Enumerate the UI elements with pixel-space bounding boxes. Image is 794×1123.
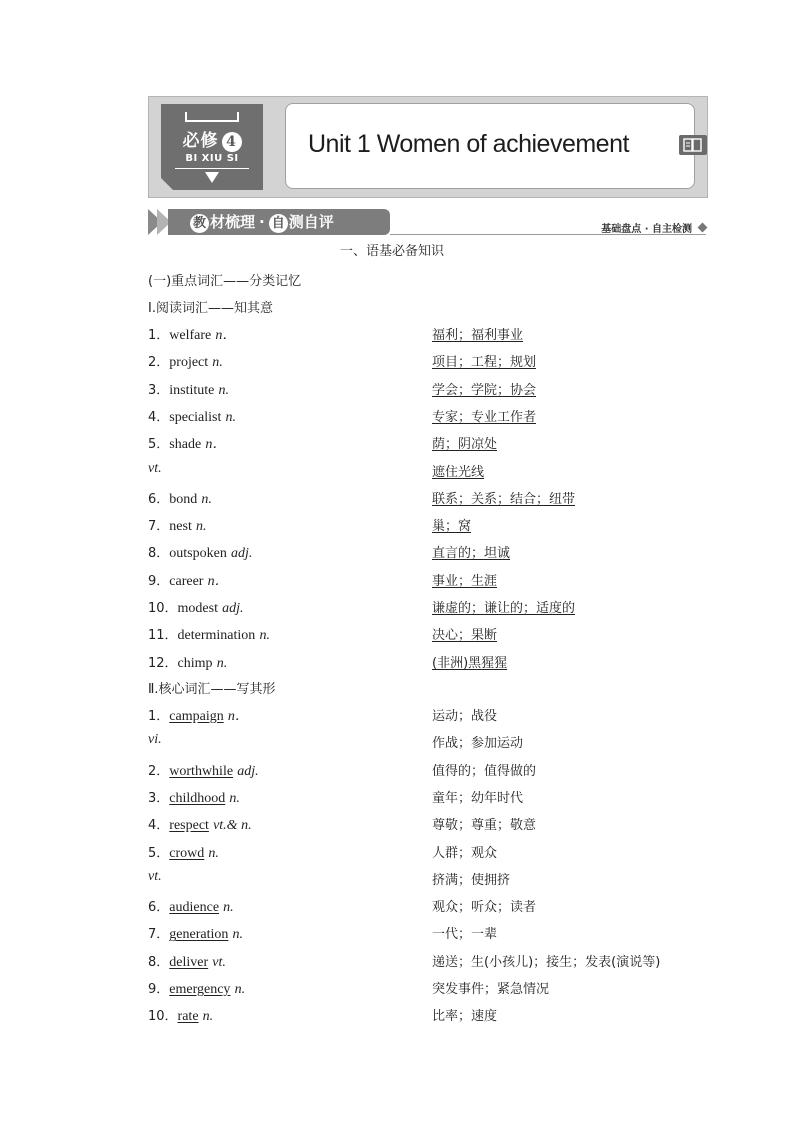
section-title: 教 材梳理 · 自 测自评 xyxy=(168,209,390,235)
entry-meaning: 决心；果断 xyxy=(432,628,498,644)
vocab-entry xyxy=(148,787,240,807)
module-badge xyxy=(161,104,263,190)
entry-word: determination xyxy=(177,628,256,644)
vocab-entry xyxy=(148,515,206,535)
entry-word: project xyxy=(169,355,209,371)
entry-meaning: 值得的；值得做的 xyxy=(432,763,537,779)
entry-number: 3． xyxy=(148,790,170,806)
entry-pos: n. xyxy=(259,628,270,644)
entry-meaning: 运动；战役 xyxy=(432,709,498,724)
entry-number: 10． xyxy=(148,1009,178,1025)
entry-meaning: 专家；专业工作者 xyxy=(432,409,537,425)
unit-title-box xyxy=(285,103,695,189)
entry-word: nest xyxy=(169,519,192,535)
unit-banner xyxy=(148,96,708,198)
diamond-icon xyxy=(698,223,708,233)
entry-meaning: 尊敬；尊重；敬意 xyxy=(432,818,537,834)
entry-meaning: 一代；一辈 xyxy=(432,927,498,943)
entry-pos: vt. xyxy=(212,954,226,970)
vocab-entry xyxy=(148,951,226,971)
entry-pos: n. xyxy=(229,790,240,806)
entry-word: childhood xyxy=(169,790,226,806)
entry-meaning: 人群；观众 xyxy=(432,845,498,861)
vocab-entry xyxy=(148,842,219,862)
entry-number: 12． xyxy=(148,655,178,671)
vocab-entry xyxy=(148,652,227,672)
entry-pos: n. xyxy=(208,845,219,861)
vocab-entry xyxy=(148,379,229,399)
vocab-entry xyxy=(148,597,244,617)
entry-word: rate xyxy=(177,1009,199,1025)
vocab-entry xyxy=(148,923,243,943)
entry-word: bond xyxy=(169,491,198,507)
entry-pos: n． xyxy=(207,573,229,589)
entry-meaning: 比率；速度 xyxy=(432,1009,498,1025)
entry-word: modest xyxy=(177,601,218,616)
entry-number: 2． xyxy=(148,763,170,779)
entry-meaning: 观众；听众；读者 xyxy=(432,900,537,916)
section-bar xyxy=(148,207,708,237)
entry-number: 8． xyxy=(148,954,170,970)
vocab-entry xyxy=(148,869,162,889)
down-arrow-icon xyxy=(205,172,219,183)
unit-title: Unit 1 Women of achievement xyxy=(308,130,629,158)
entry-meaning: 童年；幼年时代 xyxy=(432,790,524,806)
subsection-heading: (一)重点词汇——分类记忆 xyxy=(148,274,302,289)
entry-meaning: 突发事件；紧急情况 xyxy=(432,982,550,997)
entry-meaning: 项目；工程；规划 xyxy=(432,355,537,371)
vocab-entry xyxy=(148,461,162,481)
entry-pos: n. xyxy=(223,900,234,916)
badge-number: 4 xyxy=(222,132,242,152)
entry-pos: adj. xyxy=(222,601,244,616)
entry-word: chimp xyxy=(177,655,213,671)
entry-word: welfare xyxy=(169,328,212,343)
entry-pos: adj. xyxy=(230,546,253,562)
entry-word: campaign xyxy=(169,709,224,724)
vocab-entry xyxy=(148,760,259,780)
entry-pos: n． xyxy=(215,328,237,343)
entry-meaning: 学会；学院；协会 xyxy=(432,382,537,398)
entry-meaning: 联系；关系；结合；纽带 xyxy=(432,491,576,507)
vocab-entry xyxy=(148,406,236,426)
entry-meaning: 作战；参加运动 xyxy=(432,736,524,752)
entry-meaning: 巢；窝 xyxy=(432,519,472,535)
group-heading: Ⅰ.阅读词汇——知其意 xyxy=(148,301,273,316)
entry-meaning: 荫；阴凉处 xyxy=(432,437,498,453)
entry-pos: n. xyxy=(195,519,207,535)
entry-meaning: 挤满；使拥挤 xyxy=(432,872,511,888)
vocab-entry xyxy=(148,978,245,998)
group-heading: Ⅱ.核心词汇——写其形 xyxy=(148,682,276,697)
entry-number: 4． xyxy=(148,409,170,425)
entry-word: career xyxy=(169,573,204,589)
page-title: 一、语基必备知识 xyxy=(340,244,445,259)
entry-word: emergency xyxy=(169,982,231,997)
badge-pinyin: BI XIU SI xyxy=(185,153,239,164)
entry-pos: n. xyxy=(201,491,212,507)
entry-number: 11． xyxy=(148,628,178,644)
entry-pos: n. xyxy=(234,982,246,997)
entry-word: worthwhile xyxy=(169,763,234,779)
entry-number: 1． xyxy=(148,709,170,724)
entry-word: respect xyxy=(169,818,209,834)
vocab-entry xyxy=(148,433,226,453)
vocab-entry xyxy=(148,351,223,371)
entry-pos: vt. xyxy=(148,460,162,476)
vocab-entry xyxy=(148,896,234,916)
entry-pos: n． xyxy=(205,437,227,453)
section-subtitle: 基础盘点 · 自主检测 xyxy=(601,224,692,235)
vocab-entry xyxy=(148,542,252,562)
entry-meaning: 遮住光线 xyxy=(432,464,485,480)
entry-word: deliver xyxy=(169,954,209,970)
entry-pos: vt.& n. xyxy=(213,818,252,834)
entry-meaning: 事业；生涯 xyxy=(432,573,498,589)
entry-number: 1． xyxy=(148,328,170,343)
vocab-entry xyxy=(148,324,236,344)
vocab-entry xyxy=(148,570,229,590)
entry-pos: n. xyxy=(202,1009,214,1025)
entry-word: generation xyxy=(169,927,229,943)
vocab-entry xyxy=(148,705,249,725)
entry-number: 9． xyxy=(148,573,170,589)
entry-number: 8． xyxy=(148,546,170,562)
entry-number: 5． xyxy=(148,845,170,861)
vocab-entry xyxy=(148,624,270,644)
badge-arrow-decoration xyxy=(185,112,239,122)
entry-pos: vi. xyxy=(148,732,162,748)
entry-pos: adj. xyxy=(237,763,259,779)
entry-pos: n. xyxy=(232,927,244,943)
entry-meaning: 直言的；坦诚 xyxy=(432,546,511,562)
vocab-entry xyxy=(148,814,252,834)
entry-number: 6． xyxy=(148,491,170,507)
entry-number: 2． xyxy=(148,355,170,371)
entry-meaning: 福利；福利事业 xyxy=(432,328,524,343)
entry-number: 7． xyxy=(148,519,170,535)
vocab-entry xyxy=(148,488,212,508)
entry-number: 3． xyxy=(148,382,170,398)
badge-divider xyxy=(175,168,249,169)
entry-word: shade xyxy=(169,437,202,453)
badge-fold xyxy=(161,178,173,190)
entry-word: crowd xyxy=(169,845,205,861)
vocab-entry xyxy=(148,1005,213,1025)
vocab-entry xyxy=(148,732,162,752)
entry-number: 10． xyxy=(148,601,178,616)
entry-meaning: 谦虚的；谦让的；适度的 xyxy=(432,601,576,616)
entry-pos: n. xyxy=(225,409,237,425)
entry-meaning: (非洲)黑猩猩 xyxy=(432,655,508,671)
badge-title: 必修 4 xyxy=(161,126,263,152)
entry-meaning: 递送；生(小孩儿)；接生；发表(演说等) xyxy=(432,954,661,970)
entry-number: 9． xyxy=(148,982,170,997)
entry-pos: n. xyxy=(212,355,223,371)
entry-word: outspoken xyxy=(169,546,227,562)
entry-word: institute xyxy=(169,382,215,398)
entry-number: 6． xyxy=(148,900,170,916)
entry-pos: n． xyxy=(227,709,249,724)
entry-word: audience xyxy=(169,900,220,916)
book-icon xyxy=(679,135,707,155)
entry-number: 5． xyxy=(148,437,170,453)
entry-word: specialist xyxy=(169,409,222,425)
entry-pos: n. xyxy=(218,382,230,398)
entry-pos: vt. xyxy=(148,868,162,884)
entry-number: 4． xyxy=(148,818,170,834)
entry-pos: n. xyxy=(216,655,228,671)
entry-number: 7． xyxy=(148,927,170,943)
